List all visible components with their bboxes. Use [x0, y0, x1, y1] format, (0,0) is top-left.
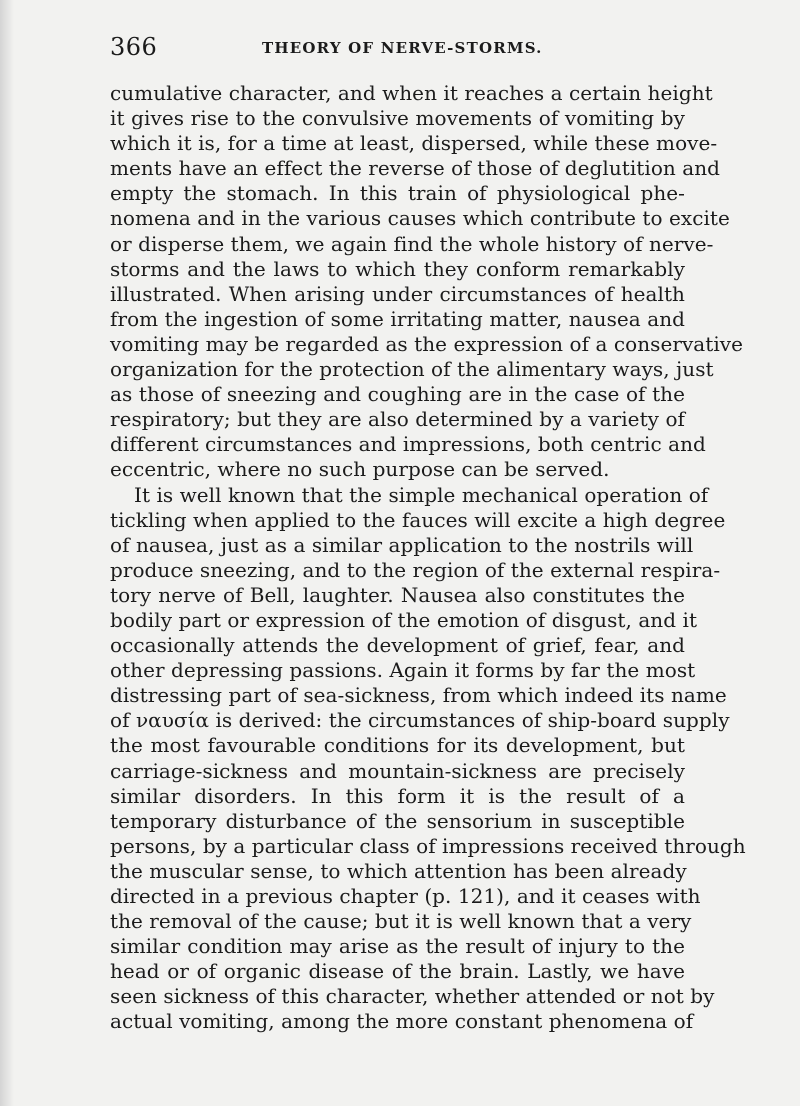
text-line: as those of sneezing and coughing are in the case of the [110, 382, 685, 407]
text-line: carriage-sickness and mountain-sickness are precisely [110, 758, 685, 783]
page-number: 366 [110, 33, 158, 61]
text-line: similar condition may arise as the result of injury to the [110, 934, 685, 959]
page-edge-shadow [0, 0, 14, 1106]
text-line: eccentric, where no such purpose can be served. [110, 457, 610, 482]
text-line: respiratory; but they are also determined by a variety of [110, 407, 685, 432]
text-line: distressing part of sea-sickness, from which indeed its name [110, 683, 727, 708]
text-line: nomena and in the various causes which contribute to excite [110, 206, 730, 231]
running-title: THEORY OF NERVE-STORMS. [262, 39, 543, 57]
text-line: similar disorders. In this form it is the result of a [110, 783, 685, 808]
text-line: vomiting may be regarded as the expression of a conservative [110, 331, 744, 356]
text-line: the removal of the cause; but it is well known that a very [110, 909, 692, 934]
text-line: temporary disturbance of the sensorium in susceptible [110, 808, 685, 833]
text-line: of nausea, just as a similar application to the nostrils will [110, 532, 694, 557]
body-text [110, 81, 746, 1035]
text-line: which it is, for a time at least, dispersed, while these move- [110, 131, 718, 156]
text-line: bodily part or expression of the emotion of disgust, and it [110, 607, 698, 632]
text-line: persons, by a particular class of impressions received through [110, 833, 746, 858]
text-line: different circumstances and impressions, both centric and [110, 432, 706, 457]
text-line: organization for the protection of the alimentary ways, just [110, 357, 714, 382]
paragraph-2 [110, 482, 746, 1035]
text-line: of ναυσία is derived: the circumstances of ship-board supply [110, 708, 730, 733]
text-line: other depressing passions. Again it forms by far the most [110, 658, 696, 683]
page-header [0, 33, 800, 63]
text-line: head or of organic disease of the brain. Lastly, we have [110, 959, 685, 984]
text-line: produce sneezing, and to the region of the external respira- [110, 557, 721, 582]
text-line: the muscular sense, to which attention has been already [110, 858, 687, 883]
text-line: It is well known that the simple mechanical operation of [134, 482, 709, 507]
text-line: directed in a previous chapter (p. 121), and it ceases with [110, 884, 701, 908]
text-line: occasionally attends the development of grief, fear, and [110, 633, 685, 658]
text-line: tickling when applied to the fauces will excite a high degree [110, 507, 726, 532]
text-line: ments have an effect the reverse of those of deglutition and [110, 156, 721, 181]
paragraph-1 [110, 81, 744, 483]
text-line: cumulative character, and when it reaches a certain height [110, 81, 713, 105]
text-line: empty the stomach. In this train of physiological phe- [110, 181, 685, 206]
text-line: actual vomiting, among the more constant phenomena of [110, 1009, 694, 1034]
text-line: seen sickness of this character, whether attended or not by [110, 984, 715, 1009]
text-line: tory nerve of Bell, laughter. Nausea also constitutes the [110, 582, 685, 607]
text-line: or disperse them, we again find the whole history of nerve- [110, 231, 714, 256]
text-line: illustrated. When arising under circumstances of health [110, 281, 685, 306]
text-line: from the ingestion of some irritating matter, nausea and [110, 306, 685, 331]
text-line: storms and the laws to which they conform remarkably [110, 256, 685, 281]
text-line: it gives rise to the convulsive movements of vomiting by [110, 106, 685, 131]
text-line: the most favourable conditions for its development, but [110, 733, 685, 758]
